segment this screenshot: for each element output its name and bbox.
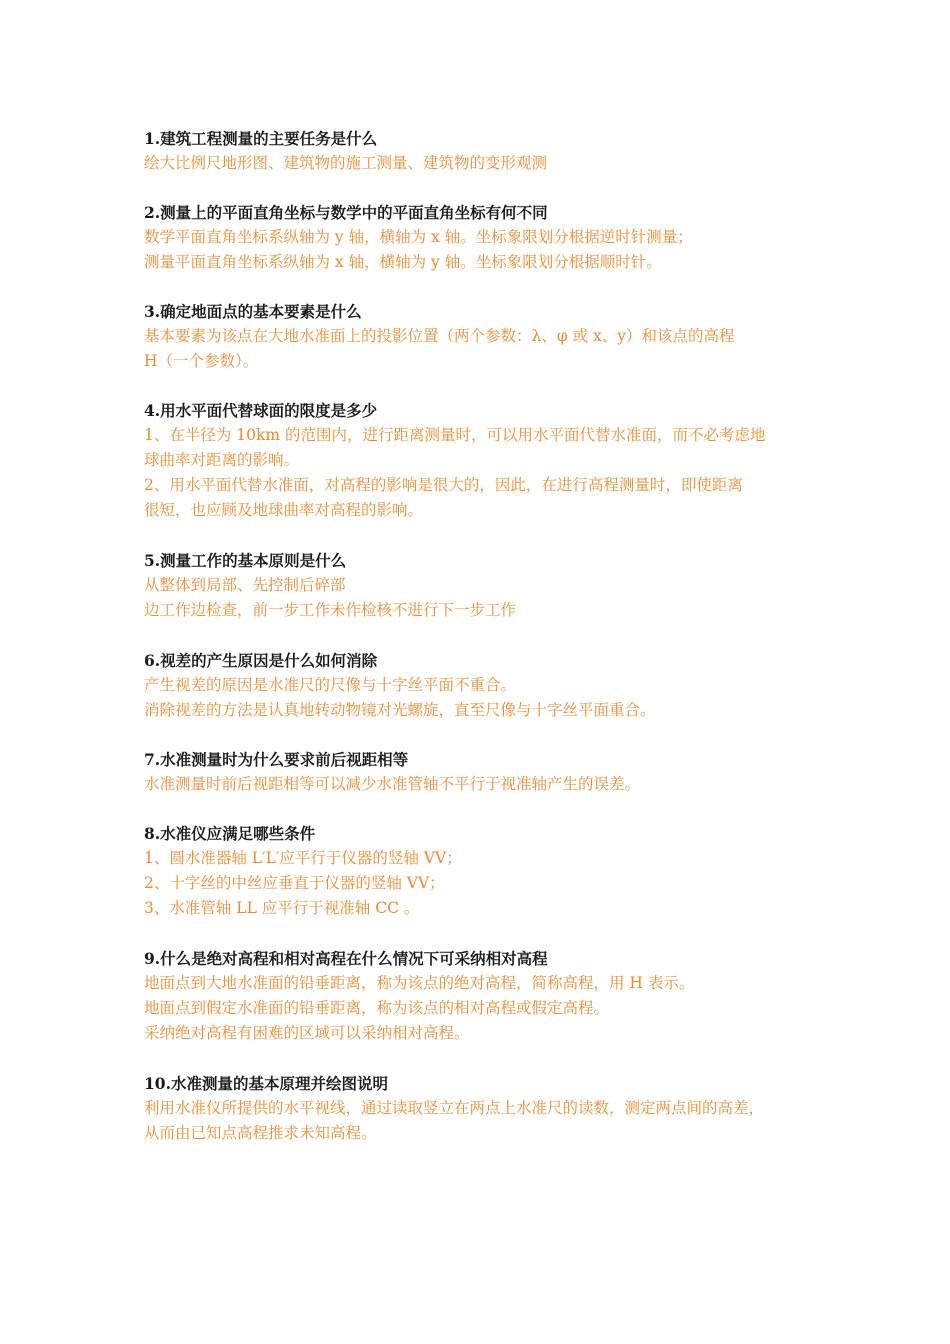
answer-line: 3、水准管轴 LL 应平行于视准轴 CC 。 — [144, 899, 420, 917]
answer-line: 利用水准仪所提供的水平视线，通过读取竖立在两点上水准尺的读数，测定两点间的高差， — [144, 1099, 765, 1117]
qa-block-3 — [144, 299, 824, 374]
answer-line: 从整体到局部、先控制后碎部 — [144, 576, 346, 594]
question-heading: 10.水准测量的基本原理并绘图说明 — [144, 1074, 388, 1093]
qa-block-1 — [144, 126, 824, 176]
question-heading: 7.水准测量时为什么要求前后视距相等 — [144, 750, 409, 769]
question-heading: 8.水准仪应满足哪些条件 — [144, 824, 316, 843]
question-heading: 6.视差的产生原因是什么如何消除 — [144, 651, 378, 670]
answer-line: 地面点到大地水准面的铅垂距离，称为该点的绝对高程，简称高程，用 H 表示。 — [144, 974, 695, 992]
answer-line: H（一个参数）。 — [144, 352, 259, 370]
answer-line: 水准测量时前后视距相等可以减少水准管轴不平行于视准轴产生的误差。 — [144, 775, 641, 793]
qa-block-5 — [144, 548, 824, 623]
answer-line: 数学平面直角坐标系纵轴为 y 轴，横轴为 x 轴。坐标象限划分根据逆时针测量； — [144, 228, 693, 246]
qa-block-10 — [144, 1071, 824, 1146]
answer-line: 2、用水平面代替水准面，对高程的影响是很大的，因此，在进行高程测量时，即使距离 — [144, 476, 743, 494]
question-heading: 3.确定地面点的基本要素是什么 — [144, 302, 362, 321]
question-heading: 2.测量上的平面直角坐标与数学中的平面直角坐标有何不同 — [144, 203, 548, 222]
qa-block-6 — [144, 648, 824, 723]
answer-line: 从而由已知点高程推求未知高程。 — [144, 1124, 377, 1142]
question-heading: 5.测量工作的基本原则是什么 — [144, 551, 347, 570]
question-heading: 1.建筑工程测量的主要任务是什么 — [144, 129, 378, 148]
qa-block-2 — [144, 200, 824, 275]
qa-block-8 — [144, 821, 824, 921]
answer-line: 消除视差的方法是认真地转动物镜对光螺旋，直至尺像与十字丝平面重合。 — [144, 701, 656, 719]
answer-line: 地面点到假定水准面的铅垂距离，称为该点的相对高程或假定高程。 — [144, 999, 610, 1017]
answer-line: 产生视差的原因是水准尺的尺像与十字丝平面不重合。 — [144, 676, 517, 694]
answer-line: 基本要素为该点在大地水准面上的投影位置（两个参数：λ、φ 或 x、y）和该点的高程 — [144, 327, 735, 345]
qa-block-9 — [144, 946, 824, 1046]
answer-line: 球曲率对距离的影响。 — [144, 451, 300, 469]
question-heading: 9.什么是绝对高程和相对高程在什么情况下可采纳相对高程 — [144, 949, 548, 968]
qa-block-7 — [144, 747, 824, 797]
answer-line: 很短，也应顾及地球曲率对高程的影响。 — [144, 501, 424, 519]
question-heading: 4.用水平面代替球面的限度是多少 — [144, 401, 378, 420]
qa-block-4 — [144, 398, 824, 523]
answer-line: 测量平面直角坐标系纵轴为 x 轴，横轴为 y 轴。坐标象限划分根据顺时针。 — [144, 253, 662, 271]
answer-line: 1、在半径为 10km 的范围内，进行距离测量时，可以用水平面代替水准面，而不必考虑地 — [144, 426, 766, 444]
answer-line: 边工作边检查，前一步工作未作检核不进行下一步工作 — [144, 601, 517, 619]
answer-line: 1、圆水准器轴 L′L′应平行于仪器的竖轴 VV； — [144, 849, 462, 867]
answer-line: 绘大比例尺地形图、建筑物的施工测量、建筑物的变形观测 — [144, 154, 548, 172]
answer-line: 采纳绝对高程有困难的区域可以采纳相对高程。 — [144, 1024, 470, 1042]
answer-line: 2、十字丝的中丝应垂直于仪器的竖轴 VV； — [144, 874, 445, 892]
